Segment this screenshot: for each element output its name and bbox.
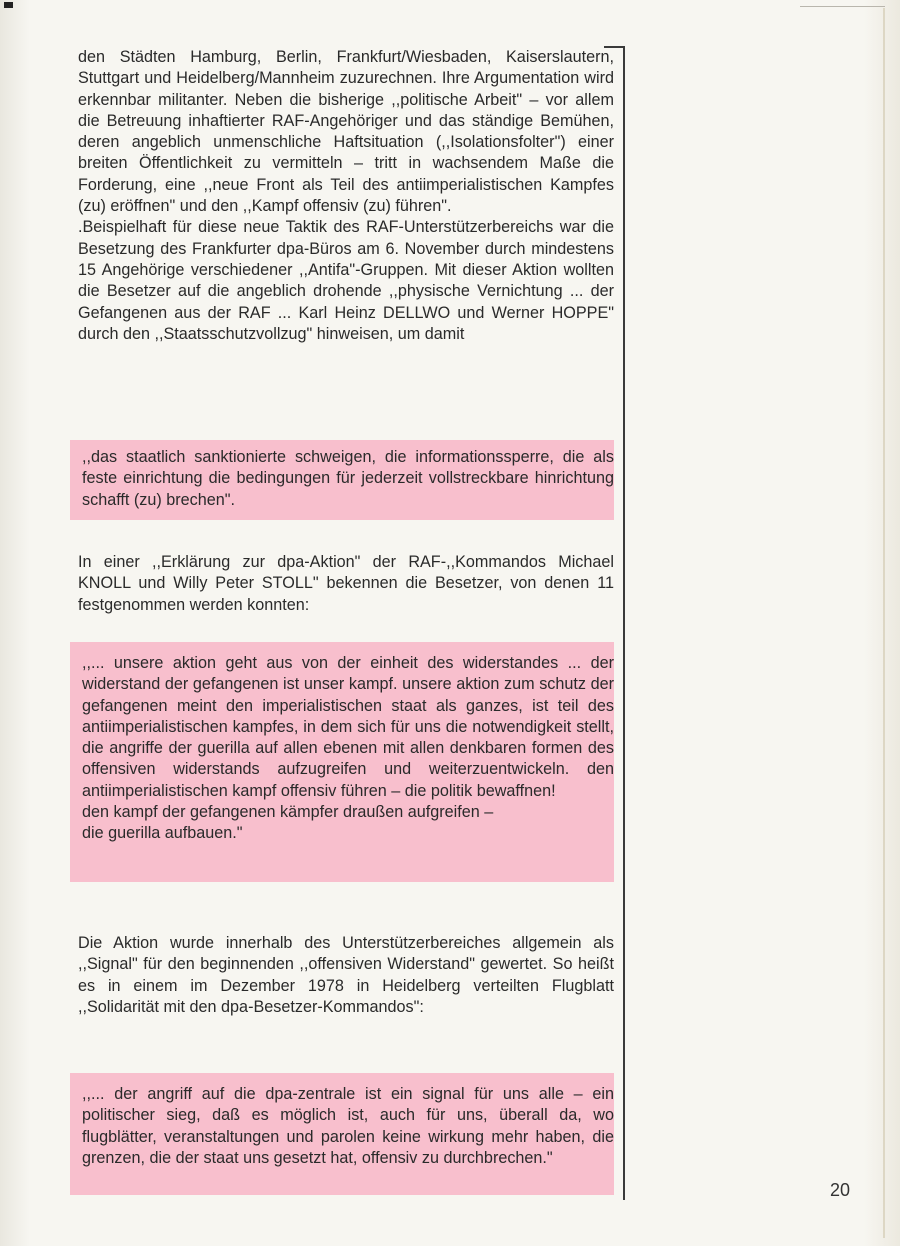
top-right-rule bbox=[800, 6, 885, 7]
body-paragraph-2: .Beispielhaft für diese neue Taktik des RAF-Unterstützerbereichs war die Besetzung des Frankfurter dpa-Büros am 6. November durch mindestens 15 Angehörige verschiedener ,,Antifa"-Gruppen. Mit dieser Aktion wollten die Besetzer auf die angeblich drohende ,,physische Vernichtung ... der Gefangenen aus der RAF ... Karl Heinz DELLWO und Werner HOPPE" durch den ,,Staatsschutzvollzug" hinweisen, um damit bbox=[78, 218, 614, 343]
quote-2-part-1: ,,... unsere aktion geht aus von der einheit des widerstandes ... der widerstand der gefangenen ist unser kampf. unsere aktion zum schutz der gefangenen meint den imperialistischen staat als ganzes, ist teil des antiimperialistischen kampfes, in dem sich für uns die notwendigkeit stellt, die angriffe der guerilla auf allen ebenen mit allen denkbaren formen des offensiven widerstands aufzugreifen und weiterzuentwickeln. den antiimperialistischen kampf offensiv führen – die politik bewaffnen! bbox=[82, 654, 614, 800]
body-text-block-2 bbox=[78, 552, 614, 616]
corner-mark bbox=[4, 2, 13, 8]
page-edge-line bbox=[883, 8, 885, 1238]
quote-2-part-2: den kampf der gefangenen kämpfer draußen aufgreifen – die guerilla aufbauen." bbox=[82, 803, 494, 843]
margin-rule-vertical bbox=[623, 46, 625, 1200]
body-paragraph-1: den Städten Hamburg, Berlin, Frankfurt/Wiesbaden, Kaiserslautern, Stuttgart und Heidelberg/Mannheim zuzurechnen. Ihre Argumentation wird erkennbar militanter. Neben die bisherige ,,politische Arbeit" – vor allem die Betreuung inhaftierter RAF-Angehöriger und das ständige Bemühen, deren angeblich unmenschliche Haftsituation (,,Isolationsfolter") einer breiten Öffentlichkeit zu vermitteln – tritt in wachsendem Maße die Forderung, eine ,,neue Front als Teil des antiimperialistischen Kampfes (zu) eröffnen" und den ,,Kampf offensiv (zu) führen". bbox=[78, 48, 614, 216]
body-text-block-3 bbox=[78, 933, 614, 1018]
quote-box-2 bbox=[70, 642, 614, 882]
body-paragraph-3: In einer ,,Erklärung zur dpa-Aktion" der RAF-,,Kommandos Michael KNOLL und Willy Peter STOLL" bekennen die Besetzer, von denen 11 festgenommen werden konnten: bbox=[78, 553, 614, 614]
page-number: 20 bbox=[830, 1180, 851, 1200]
body-paragraph-4: Die Aktion wurde innerhalb des Unterstützerbereiches allgemein als ,,Signal" für den beginnenden ,,offensiven Widerstand" gewertet. So heißt es in einem im Dezember 1978 in Heidelberg verteilten Flugblatt ,,Solidarität mit den dpa-Besetzer-Kommandos": bbox=[78, 934, 614, 1016]
body-text-block-1 bbox=[78, 47, 614, 345]
page-edge-shadow bbox=[864, 0, 900, 1246]
page-binding-shadow bbox=[0, 0, 30, 1246]
quote-1: ,,das staatlich sanktionierte schweigen, die informationssperre, die als feste einrichtung die bedingungen für jederzeit vollstreckbare hinrichtung schafft (zu) brechen". bbox=[82, 448, 614, 509]
quote-box-1 bbox=[70, 440, 614, 520]
quote-3: ,,... der angriff auf die dpa-zentrale ist ein signal für uns alle – ein politischer sieg, daß es möglich ist, auch für uns, überall da, wo flugblätter, veranstaltungen und parolen keine wirkung mehr haben, die grenzen, die der staat uns gesetzt hat, offensiv zu durchbrechen." bbox=[82, 1085, 614, 1167]
quote-box-3 bbox=[70, 1073, 614, 1195]
